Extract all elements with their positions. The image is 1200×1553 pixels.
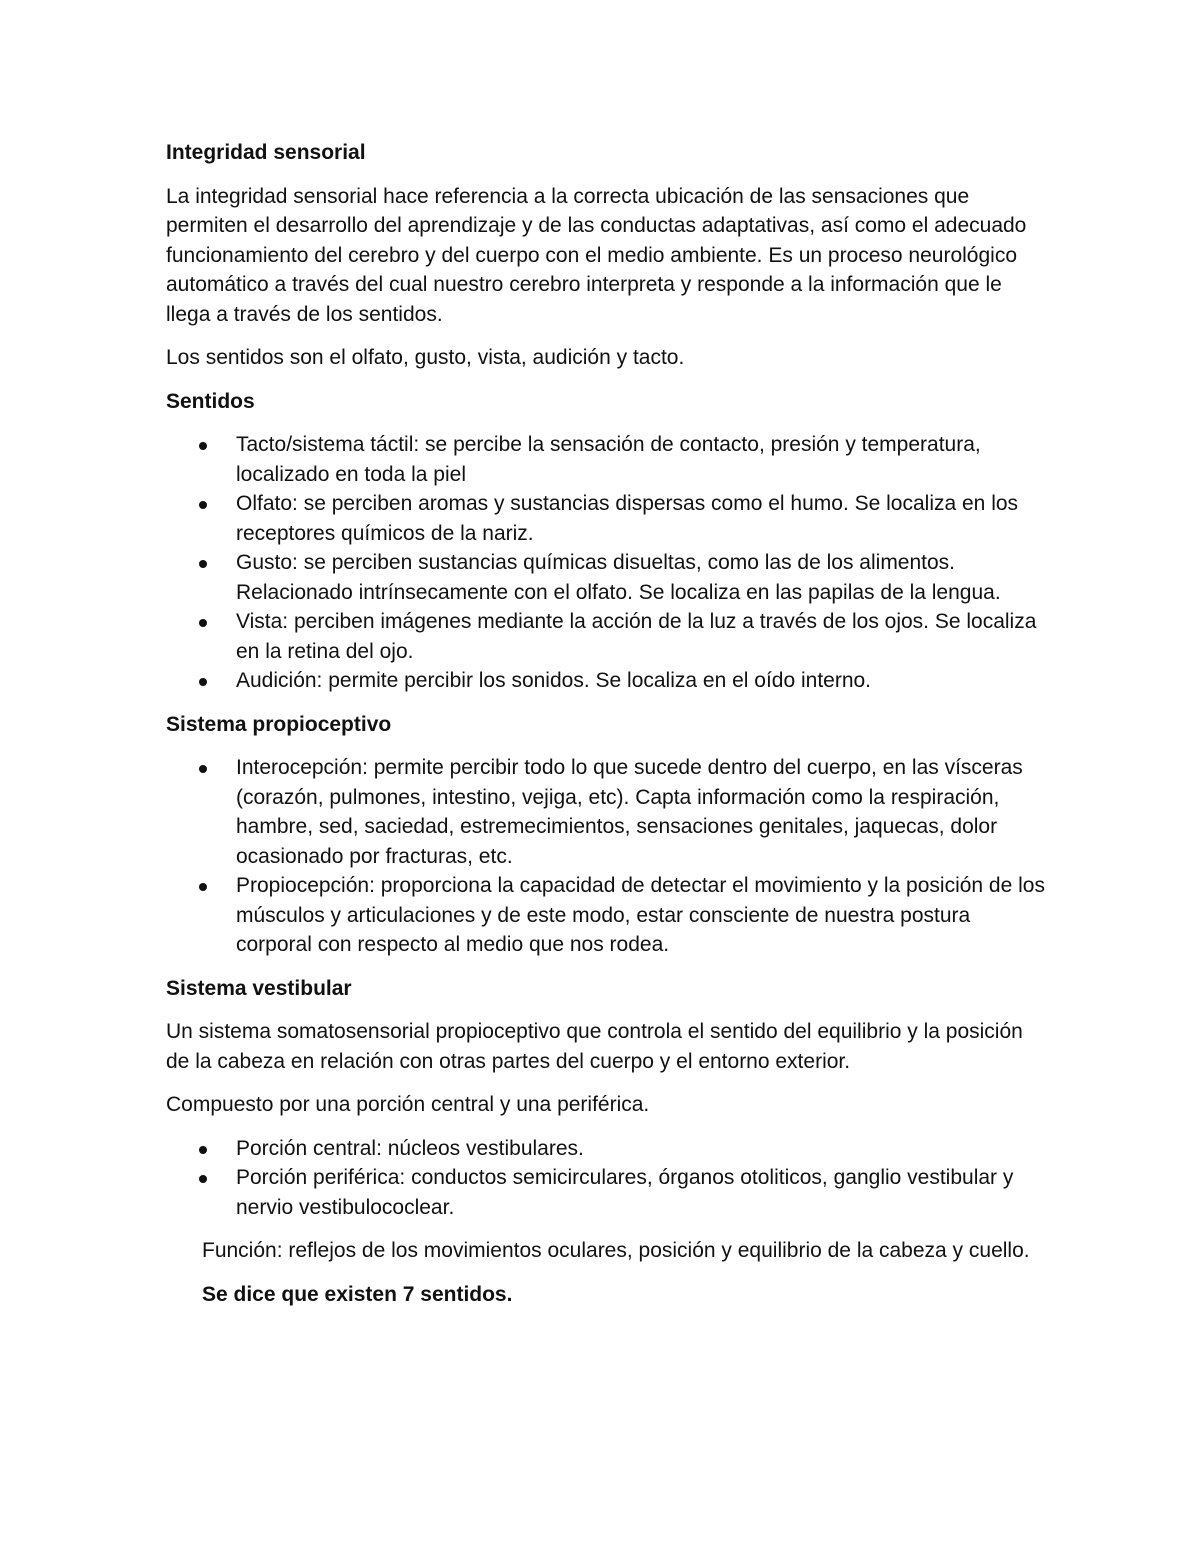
heading-sistema-vestibular: Sistema vestibular [166,976,352,1000]
document-page [166,138,1046,1323]
list-item [236,871,1046,960]
bullet-icon [199,678,207,686]
heading-integridad-sensorial: Integridad sensorial [166,141,366,164]
heading-sentidos: Sentidos [166,389,255,413]
list-item-text: Interocepción: permite percibir todo lo que sucede dentro del cuerpo, en las vísceras (corazón, pulmones, intestino, vejiga, etc). Capta información como la respiración, hambre, sed, saciedad, estremecimientos, sensaciones genitales, jaquecas, dolor ocasionado por fracturas, etc. [236,756,1023,868]
paragraph-vestibular-definition: Un sistema somatosensorial propioceptivo que controla el sentido del equilibrio y la posición de la cabeza en relación con otras partes del cuerpo y el entorno exterior. [166,1020,1023,1073]
list-item [236,1163,1046,1222]
list-item-text: Gusto: se perciben sustancias químicas disueltas, como las de los alimentos. Relacionado intrínsecamente con el olfato. Se localiza en las papilas de la lengua. [236,551,1001,604]
bullet-icon [199,442,207,450]
list-item-text: Vista: perciben imágenes mediante la acción de la luz a través de los ojos. Se localiza en la retina del ojo. [236,610,1037,663]
list-item [236,489,1046,548]
list-item-text: Porción central: núcleos vestibulares. [236,1136,584,1160]
paragraph-vestibular-funcion: Función: reflejos de los movimientos oculares, posición y equilibrio de la cabeza y cuello. [202,1239,1030,1262]
bullet-icon [199,883,207,891]
list-propioceptivo [166,753,1046,960]
bullet-icon [199,560,207,568]
list-item [236,430,1046,489]
bullet-icon [199,765,207,773]
list-item-text: Audición: permite percibir los sonidos. Se localiza en el oído interno. [236,669,872,692]
paragraph-integridad-definition: La integridad sensorial hace referencia a la correcta ubicación de las sensaciones que permiten el desarrollo del aprendizaje y de las conductas adaptativas, así como el adecuado funcionamiento del cerebro y del cuerpo con el medio ambiente. Es un proceso neurológico automático a través del cual nuestro cerebro interpreta y responde a la información que le llega a través de los sentidos. [166,184,1027,326]
bullet-icon [199,1146,207,1154]
heading-sistema-propioceptivo: Sistema propioceptivo [166,712,392,736]
paragraph-vestibular-composition: Compuesto por una porción central y una periférica. [166,1093,650,1116]
list-item [236,753,1046,871]
list-item [236,607,1046,666]
list-item [236,1134,1046,1164]
paragraph-closing-statement: Se dice que existen 7 sentidos. [202,1282,513,1306]
list-sentidos [166,430,1046,696]
list-item [236,666,1046,696]
bullet-icon [199,1175,207,1183]
list-item-text: Porción periférica: conductos semicirculares, órganos otoliticos, ganglio vestibular y nervio vestibulococlear. [236,1166,1014,1219]
paragraph-sentidos-list: Los sentidos son el olfato, gusto, vista, audición y tacto. [166,346,685,369]
list-item [236,548,1046,607]
list-item-text: Propiocepción: proporciona la capacidad de detectar el movimiento y la posición de los músculos y articulaciones y de este modo, estar consciente de nuestra postura corporal con respecto al medio que nos rodea. [236,874,1045,956]
list-item-text: Olfato: se perciben aromas y sustancias dispersas como el humo. Se localiza en los receptores químicos de la nariz. [236,492,1019,545]
bullet-icon [199,501,207,509]
list-item-text: Tacto/sistema táctil: se percibe la sensación de contacto, presión y temperatura, localizado en toda la piel [236,433,981,486]
list-vestibular [166,1134,1046,1223]
bullet-icon [199,619,207,627]
